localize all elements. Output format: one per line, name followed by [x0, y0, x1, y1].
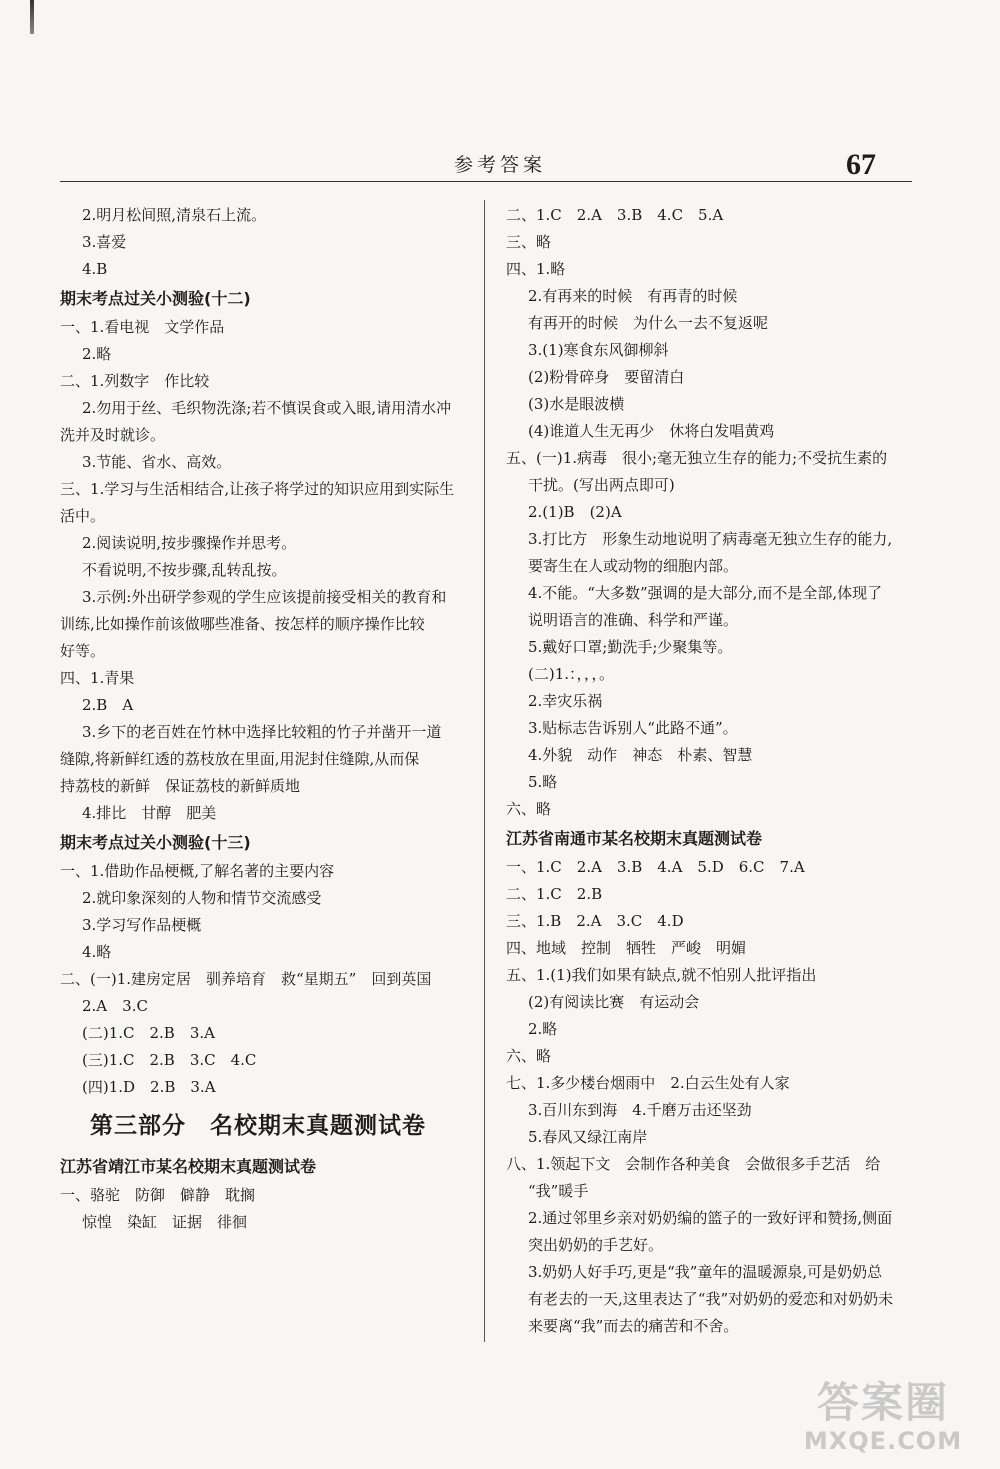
answer-line: 5.春风又绿江南岸	[528, 1128, 648, 1146]
answer-line: (三)1.C 2.B 3.C 4.C	[82, 1051, 257, 1069]
section-heading: 江苏省南通市某名校期末真题测试卷	[506, 829, 763, 848]
answer-line: 2.明月松间照,清泉石上流。	[82, 206, 267, 224]
answer-line: 说明语言的准确、科学和严谨。	[528, 611, 739, 629]
answer-line: 有再开的时候 为什么一去不复返呢	[528, 314, 769, 332]
answer-line: 一、1.C 2.A 3.B 4.A 5.D 6.C 7.A	[506, 858, 805, 876]
answer-line: 3.学习写作品梗概	[82, 916, 202, 934]
answer-line: 训练,比如操作前该做哪些准备、按怎样的顺序操作比较	[60, 615, 425, 633]
answer-line: (2)粉骨碎身 要留清白	[528, 368, 685, 386]
answer-line: 缝隙,将新鲜红透的荔枝放在里面,用泥封住缝隙,从而保	[60, 750, 420, 768]
section-heading: 期末考点过关小测验(十二)	[60, 289, 251, 308]
answer-line: 2.(1)B (2)A	[528, 503, 622, 521]
answer-line: 三、略	[506, 233, 552, 251]
part-title: 第三部分 名校期末真题测试卷	[90, 1113, 426, 1139]
answer-line: (2)有阅读比赛 有运动会	[528, 993, 700, 1011]
answer-line: 五、(一)1.病毒 很小;毫无独立生存的能力;不受抗生素的	[506, 449, 888, 467]
answer-line: 3.(1)寒食东风御柳斜	[528, 341, 669, 359]
answer-line: 突出奶奶的手艺好。	[528, 1236, 664, 1254]
column-divider	[484, 200, 485, 1342]
scan-mark	[30, 0, 34, 34]
page-number: 67	[846, 148, 876, 181]
answer-line: 3.奶奶人好手巧,更是“我”童年的温暖源泉,可是奶奶总	[528, 1263, 883, 1281]
answer-line: 四、1.略	[506, 260, 566, 278]
answer-line: 二、1.列数字 作比较	[60, 372, 210, 390]
answer-line: 要寄生在人或动物的细胞内部。	[528, 557, 739, 575]
answer-line: 5.略	[528, 773, 558, 791]
section-heading: 江苏省靖江市某名校期末真题测试卷	[60, 1157, 317, 1176]
answer-line: (3)水是眼波横	[528, 395, 625, 413]
answer-line: 一、1.借助作品梗概,了解名著的主要内容	[60, 862, 335, 880]
header-rule	[60, 181, 912, 182]
answer-line: 六、略	[506, 800, 552, 818]
answer-line: 八、1.领起下文 会制作各种美食 会做很多手艺活 给	[506, 1155, 881, 1173]
answer-line: 2.A 3.C	[82, 997, 148, 1015]
answer-line: 来要离“我”而去的痛苦和不舍。	[528, 1317, 739, 1335]
answer-line: 持荔枝的新鲜 保证荔枝的新鲜质地	[60, 777, 301, 795]
answer-line: 二、1.C 2.A 3.B 4.C 5.A	[506, 206, 724, 224]
answer-line: 有老去的一天,这里表达了“我”对奶奶的爱恋和对奶奶未	[528, 1290, 894, 1308]
answer-line: 3.节能、省水、高效。	[82, 453, 232, 471]
answer-line: (二)1.C 2.B 3.A	[82, 1024, 215, 1042]
answer-line: 2.通过邻里乡亲对奶奶编的篮子的一致好评和赞扬,侧面	[528, 1209, 893, 1227]
answer-line: “我”暖手	[528, 1182, 589, 1200]
answer-line: 3.喜爱	[82, 233, 127, 251]
answer-line: 3.示例:外出研学参观的学生应该提前接受相关的教育和	[82, 588, 447, 606]
answer-line: (四)1.D 2.B 3.A	[82, 1078, 216, 1096]
answer-line: 4.B	[82, 260, 108, 278]
answer-line: 一、骆驼 防御 僻静 耽搁	[60, 1186, 256, 1204]
right-column	[506, 202, 916, 1340]
answer-line: 三、1.B 2.A 3.C 4.D	[506, 912, 684, 930]
answer-line: 4.不能。“大多数”强调的是大部分,而不是全部,体现了	[528, 584, 883, 602]
answer-line: 惊惶 染缸 证据 徘徊	[82, 1213, 248, 1231]
answer-line: 活中。	[60, 507, 106, 525]
answer-line: 4.略	[82, 943, 112, 961]
answer-line: 2.阅读说明,按步骤操作并思考。	[82, 534, 297, 552]
answer-line: 洗并及时就诊。	[60, 426, 166, 444]
answer-line: 5.戴好口罩;勤洗手;少聚集等。	[528, 638, 733, 656]
answer-line: 2.略	[82, 345, 112, 363]
answer-line: 六、略	[506, 1047, 552, 1065]
answer-line: (4)谁道人生无再少 休将白发唱黄鸡	[528, 422, 775, 440]
answer-line: 好等。	[60, 642, 106, 660]
answer-line: 2.B A	[82, 696, 134, 714]
answer-line: (二)1.：，，，。	[528, 665, 615, 683]
answer-line: 不看说明,不按步骤,乱转乱按。	[82, 561, 287, 579]
answer-line: 3.百川东到海 4.千磨万击还坚劲	[528, 1101, 752, 1119]
answer-line: 2.就印象深刻的人物和情节交流感受	[82, 889, 322, 907]
left-column	[60, 202, 470, 1236]
answer-line: 3.打比方 形象生动地说明了病毒毫无独立生存的能力,	[528, 530, 893, 548]
answer-line: 4.排比 甘醇 肥美	[82, 804, 217, 822]
answer-line: 干扰。(写出两点即可)	[528, 476, 675, 494]
answer-line: 2.略	[528, 1020, 558, 1038]
watermark-sub: MXQE.COM	[803, 1427, 963, 1455]
answer-line: 2.幸灾乐祸	[528, 692, 603, 710]
answer-line: 3.贴标志告诉别人“此路不通”。	[528, 719, 738, 737]
watermark-logo	[788, 1379, 978, 1459]
answer-line: 五、1.(1)我们如果有缺点,就不怕别人批评指出	[506, 966, 817, 984]
section-heading: 期末考点过关小测验(十三)	[60, 833, 251, 852]
watermark-main: 答案圈	[816, 1378, 949, 1427]
answer-line: 七、1.多少楼台烟雨中 2.白云生处有人家	[506, 1074, 790, 1092]
answer-line: 二、(一)1.建房定居 驯养培育 救“星期五” 回到英国	[60, 970, 432, 988]
answer-line: 二、1.C 2.B	[506, 885, 603, 903]
running-header-title: 参考答案	[453, 154, 546, 176]
answer-line: 三、1.学习与生活相结合,让孩子将学过的知识应用到实际生	[60, 480, 455, 498]
answer-line: 四、地域 控制 牺牲 严峻 明媚	[506, 939, 747, 957]
answer-line: 4.外貌 动作 神态 朴素、智慧	[528, 746, 753, 764]
answer-line: 2.勿用于丝、毛织物洗涤;若不慎误食或入眼,请用清水冲	[82, 399, 452, 417]
answer-line: 2.有再来的时候 有再青的时候	[528, 287, 738, 305]
answer-line: 四、1.青果	[60, 669, 135, 687]
answer-line: 3.乡下的老百姓在竹林中选择比较粗的竹子并凿开一道	[82, 723, 442, 741]
answer-line: 一、1.看电视 文学作品	[60, 318, 225, 336]
